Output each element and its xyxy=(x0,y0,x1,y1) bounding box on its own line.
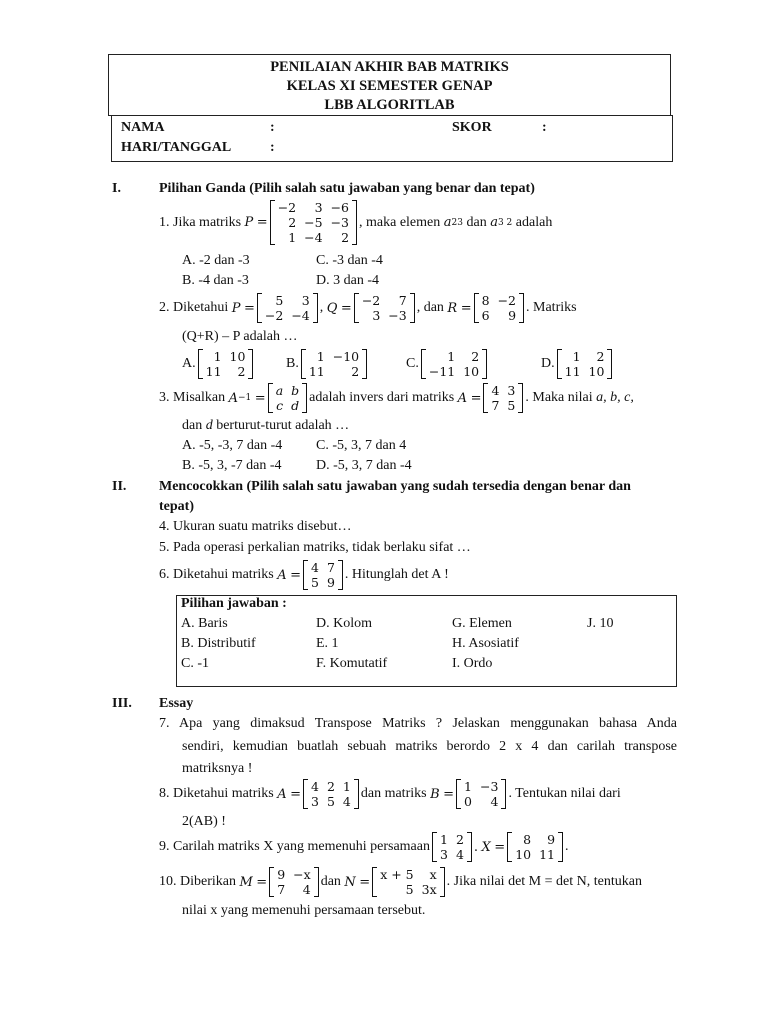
choice-f: F. Komutatif xyxy=(316,656,388,671)
header-box xyxy=(108,54,671,116)
q1-sub32: 3 2 xyxy=(497,217,513,228)
matrix-row xyxy=(202,349,250,364)
matrix-table xyxy=(307,560,339,590)
matrix-cell: 2 xyxy=(596,349,605,364)
matrix-cell: 8 xyxy=(523,832,532,847)
choice-a: A. Baris xyxy=(181,616,228,631)
matrix-cell: 10 xyxy=(515,847,532,862)
matrix-cell: 11 xyxy=(564,364,581,379)
matrix-row xyxy=(478,293,520,308)
q10-line-2: nilai x yang memenuhi persamaan tersebut. xyxy=(182,903,426,918)
q2-eq-p: = xyxy=(243,300,255,316)
q3-matrix-inverse xyxy=(268,383,307,413)
matrix-cell: 5 xyxy=(326,794,335,809)
q10-dan: dan xyxy=(320,874,341,889)
q2-var-p: P xyxy=(231,300,241,316)
matrix-table xyxy=(261,293,314,323)
q8-var-b: B xyxy=(430,786,440,802)
matrix-row xyxy=(273,867,314,882)
matrix-cell: 3 xyxy=(311,794,319,809)
q1-tail: adalah xyxy=(515,214,553,230)
matrix-row xyxy=(358,308,411,323)
matrix-cell: 7 xyxy=(326,560,335,575)
matrix-cell: 1 xyxy=(439,832,448,847)
question-10 xyxy=(159,867,642,897)
matrix-row xyxy=(272,398,303,413)
section-2-title-line-1: Mencocokkan (Pilih salah satu jawaban yang sudah tersedia dengan benar dan xyxy=(159,479,631,494)
q8-mid: dan matriks xyxy=(360,786,427,801)
q2-line-2: (Q+R) – P adalah … xyxy=(182,329,298,344)
q6-lead: 6. Diketahui matriks xyxy=(159,567,274,582)
section-2-number: II. xyxy=(112,479,127,494)
matrix-row xyxy=(425,364,483,379)
matrix-cell: 9 xyxy=(326,575,335,590)
matrix-cell: x xyxy=(429,867,437,882)
matrix-cell: 4 xyxy=(311,560,319,575)
matrix-cell: 11 xyxy=(539,847,556,862)
question-6 xyxy=(159,560,449,590)
matrix-row xyxy=(202,364,250,379)
question-3 xyxy=(159,383,634,413)
matrix-cell: 2 xyxy=(455,832,464,847)
q9-dot: . xyxy=(473,839,479,855)
matrix-row xyxy=(487,398,519,413)
matrix-row xyxy=(561,349,609,364)
q8-eq-b: = xyxy=(443,786,455,802)
matrix-cell: 3 xyxy=(507,383,516,398)
q2-option-b xyxy=(286,349,369,379)
matrix-cell: 9 xyxy=(277,867,286,882)
q2-dan-r: , dan xyxy=(416,300,444,315)
matrix-table xyxy=(487,383,519,413)
matrix-table xyxy=(425,349,483,379)
q1-option-b: B. -4 dan -3 xyxy=(182,273,249,288)
q6-eq: = xyxy=(290,567,301,583)
q7-line-1: 7. Apa yang dimaksud Transpose Matriks ? Jelaskan menggunakan bahasa Anda xyxy=(159,716,677,731)
q10-matrix-m xyxy=(269,867,318,897)
matrix-cell: b xyxy=(291,383,300,398)
matrix-cell: −4 xyxy=(304,230,323,245)
q9-matrix-2 xyxy=(507,832,563,862)
section-3-title: Essay xyxy=(159,696,194,711)
matrix-cell: 1 xyxy=(464,779,472,794)
matrix-cell: −3 xyxy=(388,308,407,323)
matrix-cell: 10 xyxy=(229,349,246,364)
matrix-cell: 1 xyxy=(316,349,325,364)
q1-lead: 1. Jika matriks xyxy=(159,214,242,230)
matrix-cell: 3 xyxy=(301,293,310,308)
matrix-cell: d xyxy=(291,398,300,413)
q1-option-d: D. 3 dan -4 xyxy=(316,273,379,288)
matrix-row xyxy=(307,779,355,794)
question-2 xyxy=(159,293,577,323)
matrix-cell: −11 xyxy=(428,364,456,379)
matrix-cell: −2 xyxy=(361,293,381,308)
q2-matrix-q xyxy=(354,293,415,323)
matrix-cell: 5 xyxy=(405,882,414,897)
choice-d: D. Kolom xyxy=(316,616,372,631)
q3-line2a: dan xyxy=(182,418,203,433)
matrix-cell: 8 xyxy=(481,293,490,308)
matrix-row xyxy=(478,308,520,323)
choice-e: E. 1 xyxy=(316,636,339,651)
matrix-cell: −6 xyxy=(330,200,350,215)
q2-matrix-r xyxy=(474,293,524,323)
q2-option-a xyxy=(182,349,255,379)
q1-dan: dan xyxy=(466,214,487,230)
q2-option-d xyxy=(541,349,614,379)
matrix-cell: 11 xyxy=(205,364,222,379)
matrix-row xyxy=(487,383,519,398)
matrix-cell: x + 5 xyxy=(380,867,414,882)
matrix-cell: −x xyxy=(293,867,311,882)
q2-option-c xyxy=(406,349,489,379)
q3-mid: adalah invers dari matriks xyxy=(309,390,455,405)
q9-var-x: X xyxy=(481,839,491,855)
matrix-cell: −5 xyxy=(304,215,323,230)
matrix-table xyxy=(561,349,609,379)
section-1-number: I. xyxy=(112,181,121,196)
matrix-cell: 4 xyxy=(342,794,351,809)
q9-eq: = xyxy=(494,839,506,855)
q3-var-a: A xyxy=(457,390,468,406)
matrix-cell: 7 xyxy=(398,293,407,308)
matrix-cell: −2 xyxy=(497,293,517,308)
q2-tail: . Matriks xyxy=(526,300,577,315)
q3-option-c: C. -5, 3, 7 dan 4 xyxy=(316,438,407,453)
q2-var-q: Q xyxy=(326,300,338,316)
matrix-cell: 4 xyxy=(311,779,319,794)
q8-tail: . Tentukan nilai dari xyxy=(508,786,621,801)
matrix-cell: −4 xyxy=(291,308,310,323)
choice-j: J. 10 xyxy=(587,616,614,631)
choice-c: C. -1 xyxy=(181,656,209,671)
skor-label: SKOR xyxy=(452,120,492,135)
matrix-table xyxy=(273,867,314,897)
q3-tail: . Maka nilai xyxy=(525,390,593,405)
matrix-table xyxy=(460,779,502,809)
q3-option-a: A. -5, -3, 7 dan -4 xyxy=(182,438,283,453)
q2-var-r: R xyxy=(447,300,458,316)
matrix-cell: 3 xyxy=(314,200,323,215)
q1-a23: a xyxy=(443,215,452,230)
matrix-cell: 11 xyxy=(308,364,325,379)
matrix-row xyxy=(436,832,468,847)
matrix-cell: 3 xyxy=(439,847,448,862)
q1-a32: a xyxy=(490,215,498,230)
q6-var-a: A xyxy=(277,567,287,583)
q8-matrix-b xyxy=(456,779,506,809)
skor-colon: : xyxy=(542,120,547,135)
q2-opt-d-matrix xyxy=(557,349,613,379)
matrix-cell: 2 xyxy=(288,215,297,230)
matrix-table xyxy=(305,349,363,379)
matrix-row xyxy=(261,308,314,323)
choice-b: B. Distributif xyxy=(181,636,256,651)
matrix-table xyxy=(511,832,559,862)
matrix-cell: 2 xyxy=(471,349,480,364)
matrix-cell: 0 xyxy=(464,794,472,809)
q2-eq-q: = xyxy=(340,300,352,316)
q1-equals: = xyxy=(256,215,268,230)
q2-lead: 2. Diketahui xyxy=(159,300,229,315)
q10-matrix-n xyxy=(372,867,444,897)
q3-matrix-a xyxy=(483,383,523,413)
matrix-cell: 4 xyxy=(302,882,311,897)
q1-sub23: 23 xyxy=(451,217,463,228)
q9-tail: . xyxy=(565,839,569,854)
matrix-row xyxy=(376,867,440,882)
matrix-cell: 2 xyxy=(326,779,335,794)
q1-option-c: C. -3 dan -4 xyxy=(316,253,383,268)
q3-abc: a, b, c, xyxy=(596,390,634,405)
q2-opt-a-matrix xyxy=(198,349,254,379)
q2-opt-a-label: A. xyxy=(182,356,196,371)
matrix-cell: 1 xyxy=(213,349,222,364)
q3-line-2 xyxy=(182,418,349,434)
matrix-row xyxy=(274,230,353,245)
q2-opt-c-matrix xyxy=(421,349,487,379)
q9-matrix-1 xyxy=(432,832,472,862)
q1-mid: , maka elemen xyxy=(359,214,441,230)
matrix-cell: 4 xyxy=(455,847,464,862)
matrix-row xyxy=(436,847,468,862)
matrix-table xyxy=(358,293,411,323)
q2-eq-r: = xyxy=(460,300,472,316)
choice-g: G. Elemen xyxy=(452,616,512,631)
matrix-row xyxy=(272,383,303,398)
student-info-box xyxy=(111,115,673,162)
matrix-cell: 3x xyxy=(421,882,437,897)
exam-title: PENILAIAN AKHIR BAB MATRIKS xyxy=(270,59,509,75)
matrix-row xyxy=(307,794,355,809)
q2-comma: , xyxy=(319,300,324,315)
matrix-row xyxy=(460,794,502,809)
matrix-cell: 5 xyxy=(507,398,516,413)
q1-matrix-p xyxy=(270,200,357,245)
question-4: 4. Ukuran suatu matriks disebut… xyxy=(159,519,352,534)
matrix-row xyxy=(274,200,353,215)
institution-name: LBB ALGORITLAB xyxy=(324,97,455,113)
matrix-cell: 1 xyxy=(288,230,297,245)
section-3-number: III. xyxy=(112,696,132,711)
q10-lead: 10. Diberikan xyxy=(159,874,236,889)
matrix-table xyxy=(478,293,520,323)
question-5: 5. Pada operasi perkalian matriks, tidak berlaku sifat … xyxy=(159,540,471,555)
matrix-cell: 5 xyxy=(311,575,319,590)
q3-eq-2: = xyxy=(470,390,482,406)
matrix-cell: −2 xyxy=(277,200,297,215)
matrix-cell: c xyxy=(276,398,284,413)
matrix-cell: 5 xyxy=(275,293,284,308)
q6-matrix-a xyxy=(303,560,343,590)
matrix-row xyxy=(305,364,363,379)
matrix-row xyxy=(425,349,483,364)
q6-tail: . Hitunglah det A ! xyxy=(344,567,449,582)
q7-line-2: sendiri, kemudian buatlah sebuah matriks berordo 2 x 4 dan carilah transpose xyxy=(182,739,677,754)
matrix-cell: 3 xyxy=(372,308,381,323)
nama-label: NAMA xyxy=(121,120,165,135)
q3-d: d xyxy=(205,418,213,433)
q8-matrix-a xyxy=(303,779,359,809)
hari-tanggal-label: HARI/TANGGAL xyxy=(121,140,232,155)
matrix-cell: 1 xyxy=(447,349,456,364)
q1-var-p: P xyxy=(244,215,254,230)
matrix-cell: 10 xyxy=(463,364,480,379)
q3-option-d: D. -5, 3, 7 dan -4 xyxy=(316,458,412,473)
question-9 xyxy=(159,832,569,862)
question-1 xyxy=(159,200,552,245)
matrix-row xyxy=(273,882,314,897)
q2-opt-d-label: D. xyxy=(541,356,555,371)
matrix-row xyxy=(274,215,353,230)
q7-line-3: matriksnya ! xyxy=(182,761,253,776)
q1-option-a: A. -2 dan -3 xyxy=(182,253,250,268)
matrix-cell: 4 xyxy=(490,794,499,809)
q3-lead: 3. Misalkan xyxy=(159,390,226,405)
q3-eq-1: = xyxy=(254,390,266,406)
matrix-cell: 9 xyxy=(547,832,556,847)
q3-option-b: B. -5, 3, -7 dan -4 xyxy=(182,458,282,473)
matrix-table xyxy=(202,349,250,379)
matrix-row xyxy=(305,349,363,364)
matrix-cell: 1 xyxy=(572,349,581,364)
q8-var-a: A xyxy=(277,786,287,802)
q10-tail: . Jika nilai det M = det N, tentukan xyxy=(446,874,642,889)
q10-eq-n: = xyxy=(359,874,371,890)
matrix-cell: 2 xyxy=(237,364,246,379)
matrix-cell: −10 xyxy=(332,349,360,364)
matrix-cell: 4 xyxy=(491,383,500,398)
matrix-cell: −3 xyxy=(480,779,499,794)
q8-line-2: 2(AB) ! xyxy=(182,814,226,829)
matrix-cell: 2 xyxy=(351,364,360,379)
matrix-row xyxy=(376,882,440,897)
question-8 xyxy=(159,779,621,809)
choice-i: I. Ordo xyxy=(452,656,493,671)
answer-choices-box xyxy=(176,595,677,687)
matrix-cell: −2 xyxy=(264,308,284,323)
matrix-cell: 1 xyxy=(342,779,351,794)
q8-lead: 8. Diketahui matriks xyxy=(159,786,274,801)
matrix-table xyxy=(307,779,355,809)
q3-line2b: berturut-turut adalah … xyxy=(216,418,350,433)
q2-opt-b-matrix xyxy=(301,349,367,379)
q8-eq-a: = xyxy=(290,786,301,802)
q3-a-inverse: A xyxy=(228,390,238,406)
choice-h: H. Asosiatif xyxy=(452,636,519,651)
matrix-row xyxy=(511,832,559,847)
section-2-title-line-2: tepat) xyxy=(159,499,194,514)
matrix-cell: 9 xyxy=(508,308,517,323)
matrix-cell: 7 xyxy=(491,398,500,413)
q9-lead: 9. Carilah matriks X yang memenuhi persamaan xyxy=(159,839,430,854)
hari-tanggal-colon: : xyxy=(270,140,275,155)
matrix-row xyxy=(358,293,411,308)
matrix-row xyxy=(307,575,339,590)
section-1-title: Pilihan Ganda (Pilih salah satu jawaban yang benar dan tepat) xyxy=(159,181,535,196)
nama-colon: : xyxy=(270,120,275,135)
matrix-row xyxy=(561,364,609,379)
matrix-table xyxy=(436,832,468,862)
matrix-cell: 7 xyxy=(277,882,286,897)
matrix-table xyxy=(272,383,303,413)
class-semester: KELAS XI SEMESTER GENAP xyxy=(286,78,493,94)
q10-var-m: M xyxy=(239,874,253,890)
matrix-table xyxy=(274,200,353,245)
matrix-cell: 10 xyxy=(588,364,605,379)
matrix-cell: 2 xyxy=(341,230,350,245)
q10-eq-m: = xyxy=(256,874,268,890)
matrix-row xyxy=(261,293,314,308)
q2-matrix-p xyxy=(257,293,318,323)
choices-title: Pilihan jawaban : xyxy=(181,596,287,611)
matrix-row xyxy=(307,560,339,575)
matrix-cell: 6 xyxy=(481,308,490,323)
matrix-cell: −3 xyxy=(330,215,350,230)
matrix-row xyxy=(511,847,559,862)
matrix-cell: a xyxy=(275,383,284,398)
matrix-table xyxy=(376,867,440,897)
q2-opt-c-label: C. xyxy=(406,356,419,371)
matrix-row xyxy=(460,779,502,794)
q3-sup: −1 xyxy=(238,393,252,403)
q2-opt-b-label: B. xyxy=(286,356,299,371)
q10-var-n: N xyxy=(344,874,356,890)
